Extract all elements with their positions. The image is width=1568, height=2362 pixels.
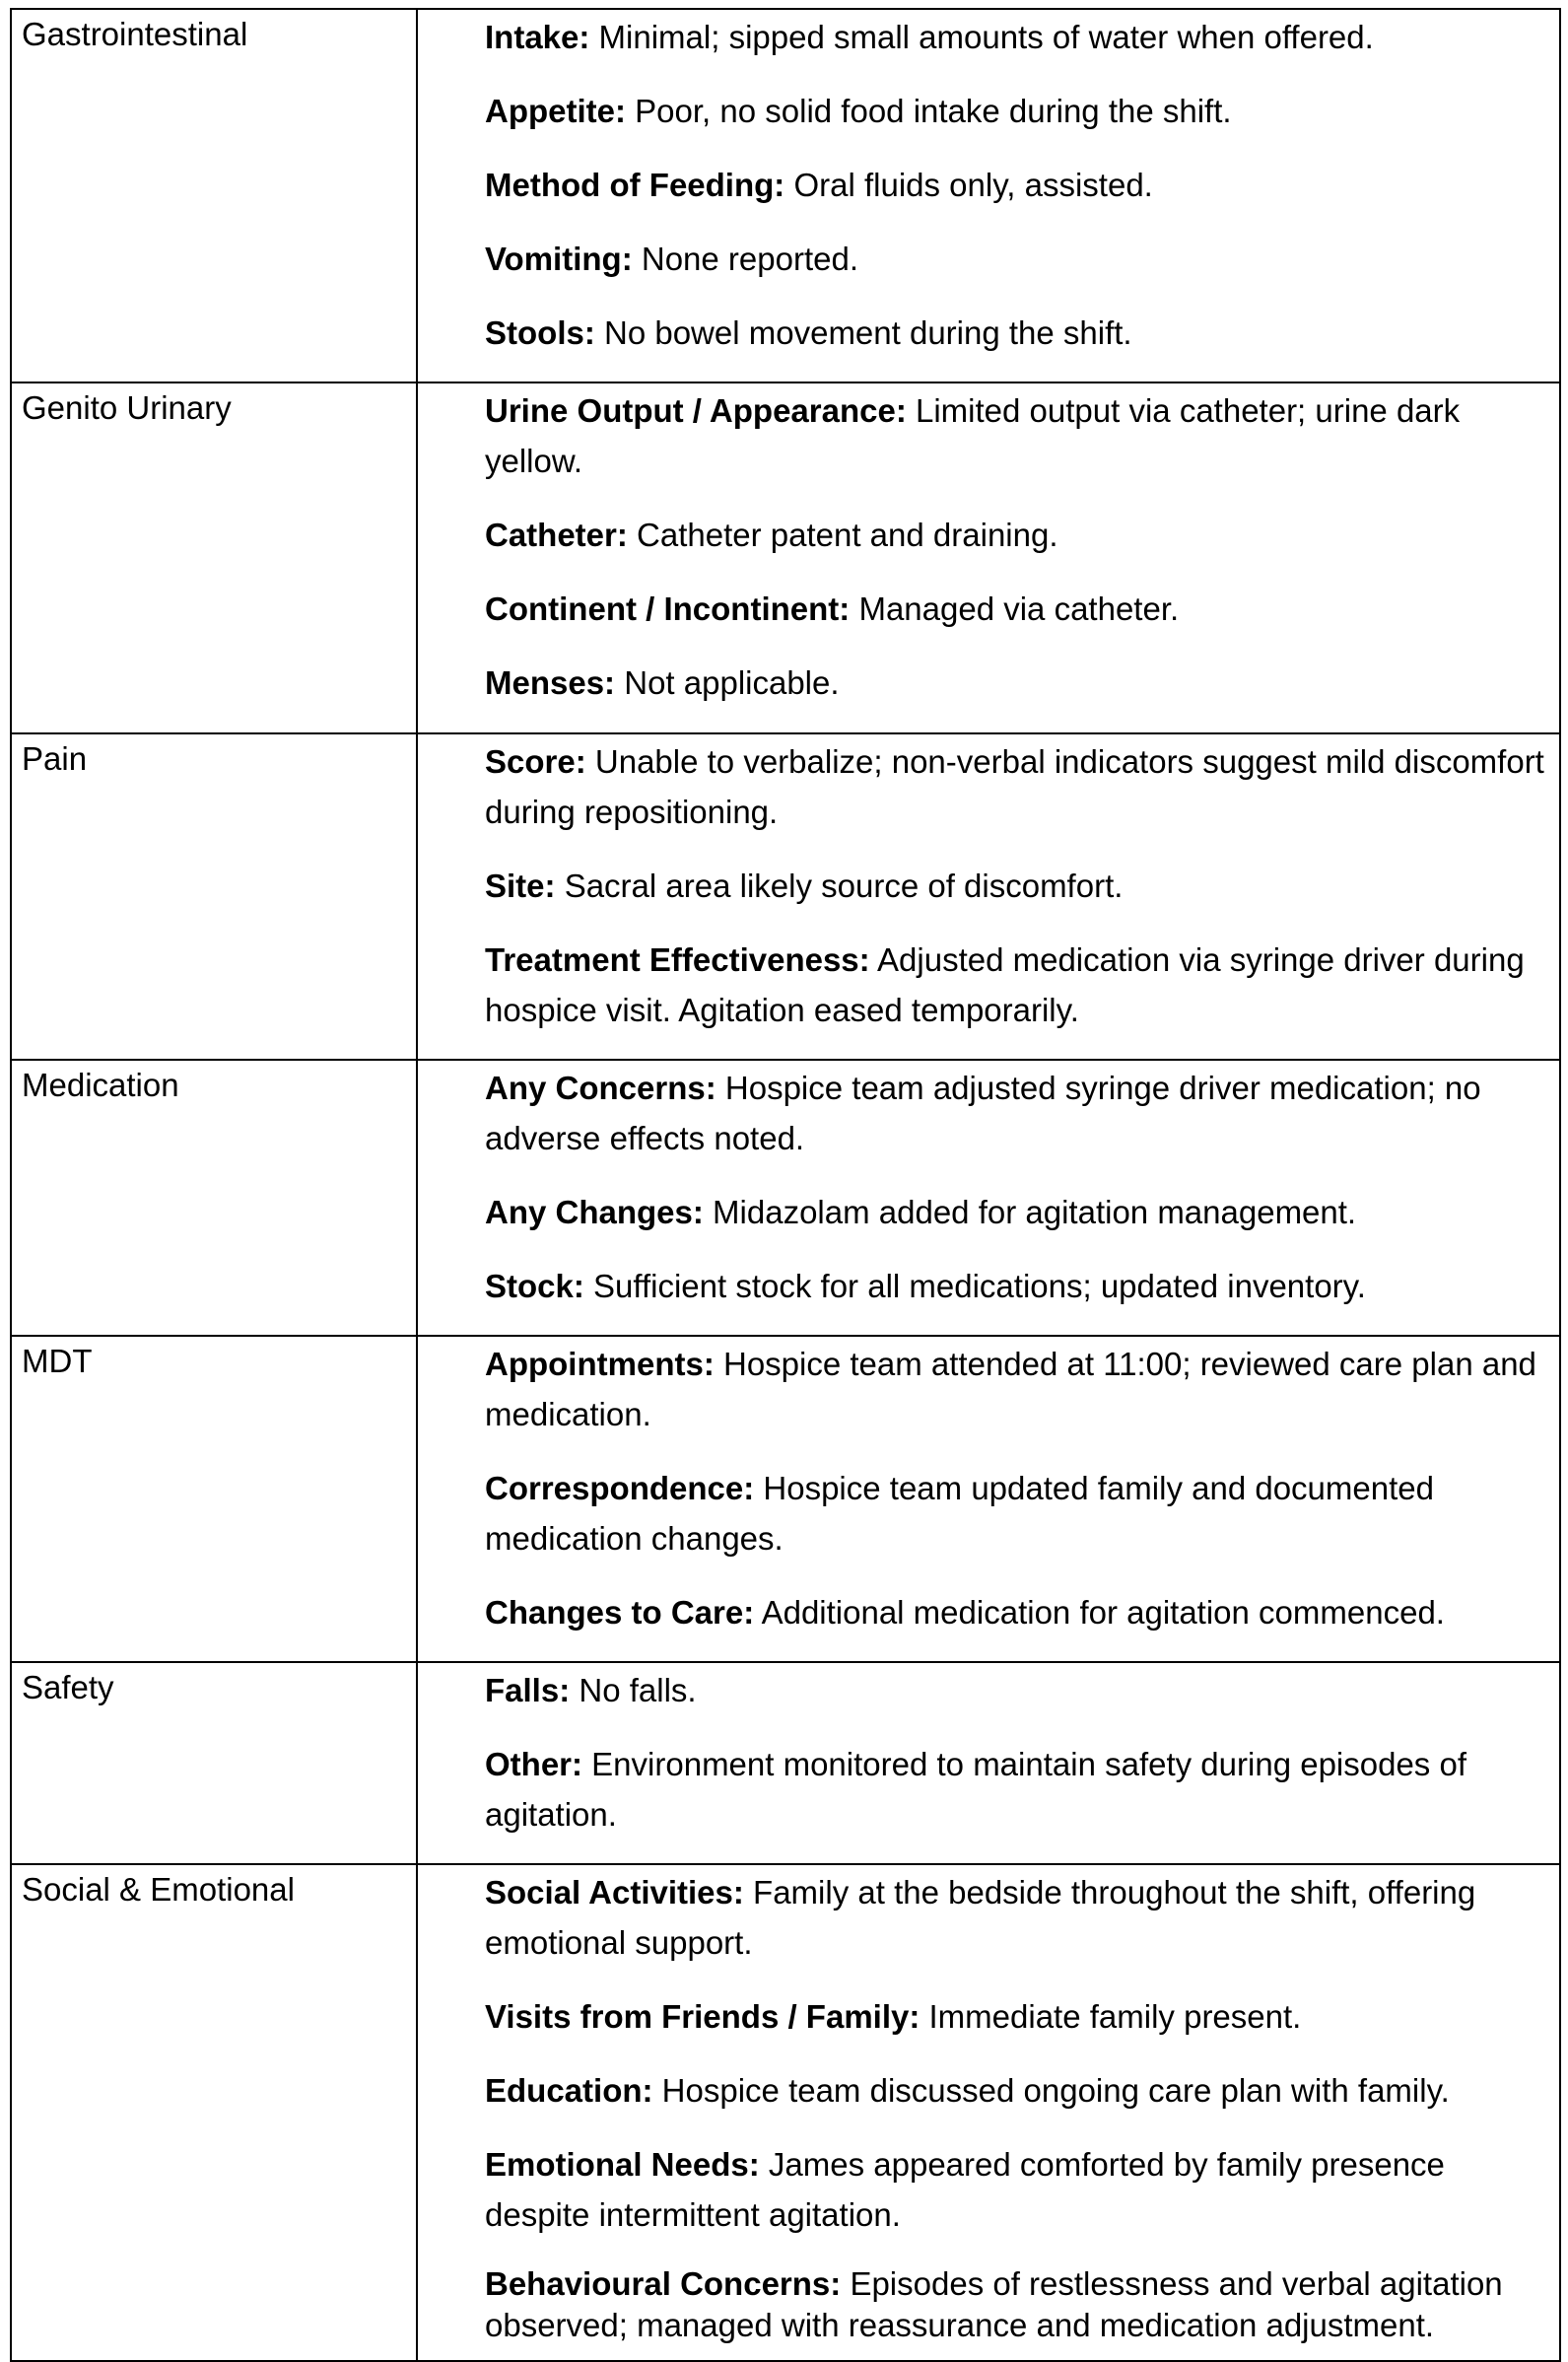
entry-text: Sacral area likely source of discomfort. — [564, 868, 1124, 904]
entry-text: No falls. — [579, 1672, 697, 1708]
care-record-table — [10, 8, 1561, 2362]
entry-label: Intake: — [485, 19, 590, 55]
entry-intake — [485, 12, 1545, 62]
category-cell: Genito Urinary — [11, 382, 417, 733]
entry-site — [485, 861, 1545, 911]
entry-social-activities — [485, 1867, 1545, 1968]
entry-behavioural-concerns — [485, 2263, 1545, 2346]
entry-label: Stools: — [485, 314, 595, 351]
entry-text: Midazolam added for agitation management. — [713, 1194, 1357, 1230]
entry-text: Not applicable. — [624, 664, 840, 701]
category-cell: Safety — [11, 1662, 417, 1864]
table-row-genito-urinary — [11, 382, 1560, 733]
table-row-medication — [11, 1060, 1560, 1336]
entry-label: Menses: — [485, 664, 616, 701]
entry-any-concerns — [485, 1063, 1545, 1163]
entry-label: Behavioural Concerns: — [485, 2265, 842, 2302]
table-row-safety — [11, 1662, 1560, 1864]
entry-catheter — [485, 510, 1545, 560]
entry-text: Sufficient stock for all medications; updated inventory. — [593, 1268, 1366, 1304]
entry-label: Changes to Care: — [485, 1594, 755, 1631]
entry-text: Minimal; sipped small amounts of water when offered. — [598, 19, 1374, 55]
entry-treatment-effectiveness — [485, 935, 1545, 1035]
entry-label: Site: — [485, 868, 556, 904]
entry-label: Any Changes: — [485, 1194, 704, 1230]
details-cell — [417, 733, 1560, 1060]
entry-stock — [485, 1261, 1545, 1311]
entry-text: Unable to verbalize; non-verbal indicators suggest mild discomfort during repositioning. — [485, 743, 1544, 830]
entry-visits — [485, 1991, 1545, 2042]
details-cell — [417, 1662, 1560, 1864]
entry-text: Hospice team discussed ongoing care plan with family. — [661, 2072, 1450, 2109]
entry-text: Oral fluids only, assisted. — [793, 167, 1153, 203]
entry-label: Any Concerns: — [485, 1070, 716, 1106]
care-record-page — [10, 8, 1561, 2362]
entry-label: Visits from Friends / Family: — [485, 1998, 920, 2035]
entry-label: Social Activities: — [485, 1874, 744, 1910]
entry-label: Other: — [485, 1746, 582, 1782]
entry-stools — [485, 308, 1545, 358]
entry-any-changes — [485, 1187, 1545, 1237]
entry-correspondence — [485, 1463, 1545, 1563]
entry-emotional-needs — [485, 2139, 1545, 2240]
entry-label: Urine Output / Appearance: — [485, 392, 907, 429]
table-row-social-emotional — [11, 1864, 1560, 2361]
entry-appointments — [485, 1339, 1545, 1439]
entry-continence — [485, 584, 1545, 634]
entry-text: Hospice team adjusted syringe driver medication; no adverse effects noted. — [485, 1070, 1481, 1156]
entry-text: Environment monitored to maintain safety during episodes of agitation. — [485, 1746, 1466, 1833]
details-cell — [417, 9, 1560, 382]
entry-text: Managed via catheter. — [858, 590, 1180, 627]
details-cell — [417, 1060, 1560, 1336]
entry-text: No bowel movement during the shift. — [604, 314, 1132, 351]
entry-text: Family at the bedside throughout the shift, offering emotional support. — [485, 1874, 1476, 1961]
entry-label: Emotional Needs: — [485, 2146, 760, 2183]
entry-label: Vomiting: — [485, 241, 633, 277]
entry-text: None reported. — [641, 241, 859, 277]
entry-text: James appeared comforted by family presence despite intermittent agitation. — [485, 2146, 1445, 2233]
entry-text: Episodes of restlessness and verbal agitation observed; managed with reassurance and medication adjustment. — [485, 2265, 1503, 2343]
entry-text: Catheter patent and draining. — [637, 517, 1058, 553]
entry-text: Adjusted medication via syringe driver during hospice visit. Agitation eased temporarily. — [485, 941, 1525, 1028]
entry-label: Correspondence: — [485, 1470, 755, 1506]
entry-method-of-feeding — [485, 160, 1545, 210]
entry-menses — [485, 658, 1545, 708]
entry-other — [485, 1739, 1545, 1840]
table-row-mdt — [11, 1336, 1560, 1662]
entry-text: Additional medication for agitation commenced. — [761, 1594, 1445, 1631]
entry-text: Limited output via catheter; urine dark yellow. — [485, 392, 1461, 479]
entry-label: Method of Feeding: — [485, 167, 785, 203]
entry-label: Score: — [485, 743, 586, 780]
entry-score — [485, 736, 1545, 837]
category-cell: Gastrointestinal — [11, 9, 417, 382]
category-cell: Pain — [11, 733, 417, 1060]
entry-label: Appointments: — [485, 1346, 715, 1382]
entry-text: Hospice team updated family and documented medication changes. — [485, 1470, 1434, 1557]
category-cell: Medication — [11, 1060, 417, 1336]
entry-text: Poor, no solid food intake during the shift. — [635, 93, 1232, 129]
entry-label: Stock: — [485, 1268, 584, 1304]
category-cell: MDT — [11, 1336, 417, 1662]
category-cell: Social & Emotional — [11, 1864, 417, 2361]
entry-education — [485, 2065, 1545, 2116]
details-cell — [417, 1864, 1560, 2361]
entry-label: Catheter: — [485, 517, 628, 553]
entry-label: Treatment Effectiveness: — [485, 941, 870, 978]
entry-vomiting — [485, 234, 1545, 284]
table-row-gastrointestinal — [11, 9, 1560, 382]
details-cell — [417, 382, 1560, 733]
entry-falls — [485, 1665, 1545, 1715]
entry-appetite — [485, 86, 1545, 136]
entry-urine-output — [485, 385, 1545, 486]
entry-text: Hospice team attended at 11:00; reviewed care plan and medication. — [485, 1346, 1536, 1432]
entry-label: Appetite: — [485, 93, 626, 129]
details-cell — [417, 1336, 1560, 1662]
entry-label: Continent / Incontinent: — [485, 590, 851, 627]
entry-label: Education: — [485, 2072, 653, 2109]
entry-changes-to-care — [485, 1587, 1545, 1637]
entry-label: Falls: — [485, 1672, 571, 1708]
table-row-pain — [11, 733, 1560, 1060]
entry-text: Immediate family present. — [928, 1998, 1302, 2035]
